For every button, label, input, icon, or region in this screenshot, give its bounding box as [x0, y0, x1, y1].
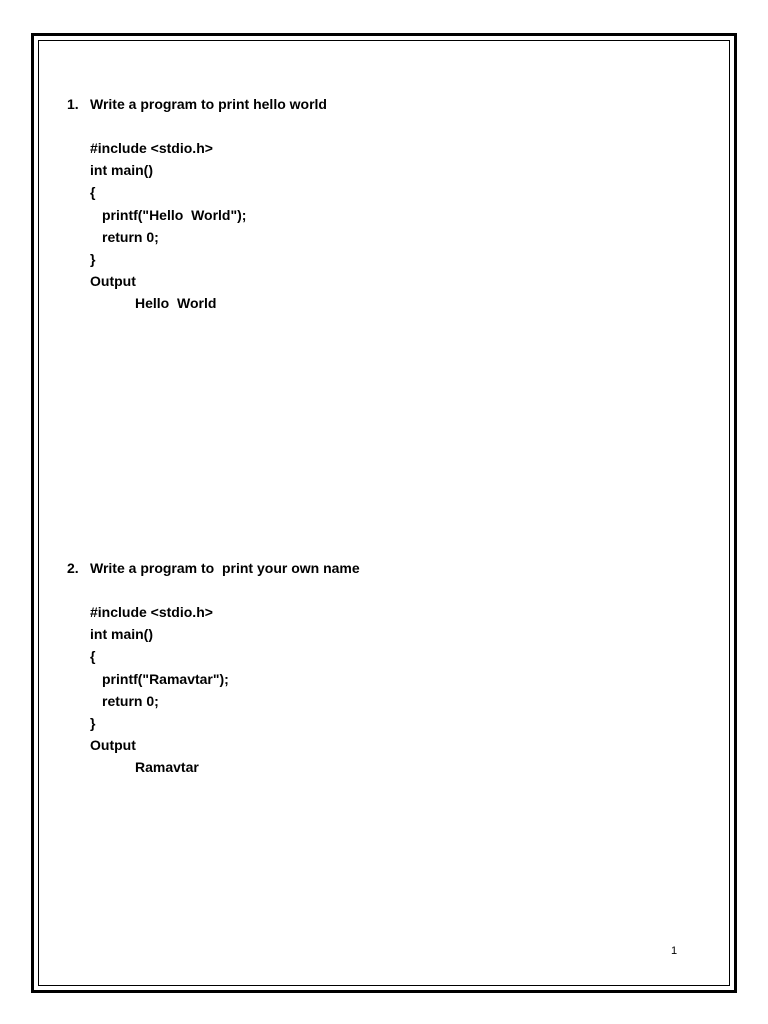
question-2 [67, 557, 360, 779]
output-value: Hello World [135, 295, 217, 312]
question-title [67, 93, 327, 115]
code-line-main: int main() [90, 626, 153, 643]
code-line-close-brace: } [90, 250, 96, 267]
question-number: 2. [67, 560, 79, 576]
code-line-open-brace: { [90, 648, 96, 665]
code-line-printf: printf("Ramavtar"); [102, 670, 229, 687]
code-line-include: #include <stdio.h> [90, 604, 213, 620]
output-value: Ramavtar [135, 759, 199, 776]
page-number: 1 [671, 945, 678, 957]
code-block [90, 137, 327, 315]
question-1 [67, 93, 327, 315]
question-text: Write a program to print hello world [90, 96, 327, 112]
output-label: Output [90, 737, 136, 754]
code-line-main: int main() [90, 162, 153, 179]
question-text: Write a program to print your own name [90, 560, 360, 576]
code-line-return: return 0; [102, 692, 159, 709]
output-label: Output [90, 273, 136, 290]
code-line-printf: printf("Hello World"); [102, 206, 247, 223]
code-line-return: return 0; [102, 228, 159, 245]
question-title [67, 557, 360, 579]
code-block [90, 601, 360, 779]
code-line-open-brace: { [90, 184, 96, 201]
question-number: 1. [67, 96, 79, 112]
code-line-close-brace: } [90, 714, 96, 731]
code-line-include: #include <stdio.h> [90, 140, 213, 156]
